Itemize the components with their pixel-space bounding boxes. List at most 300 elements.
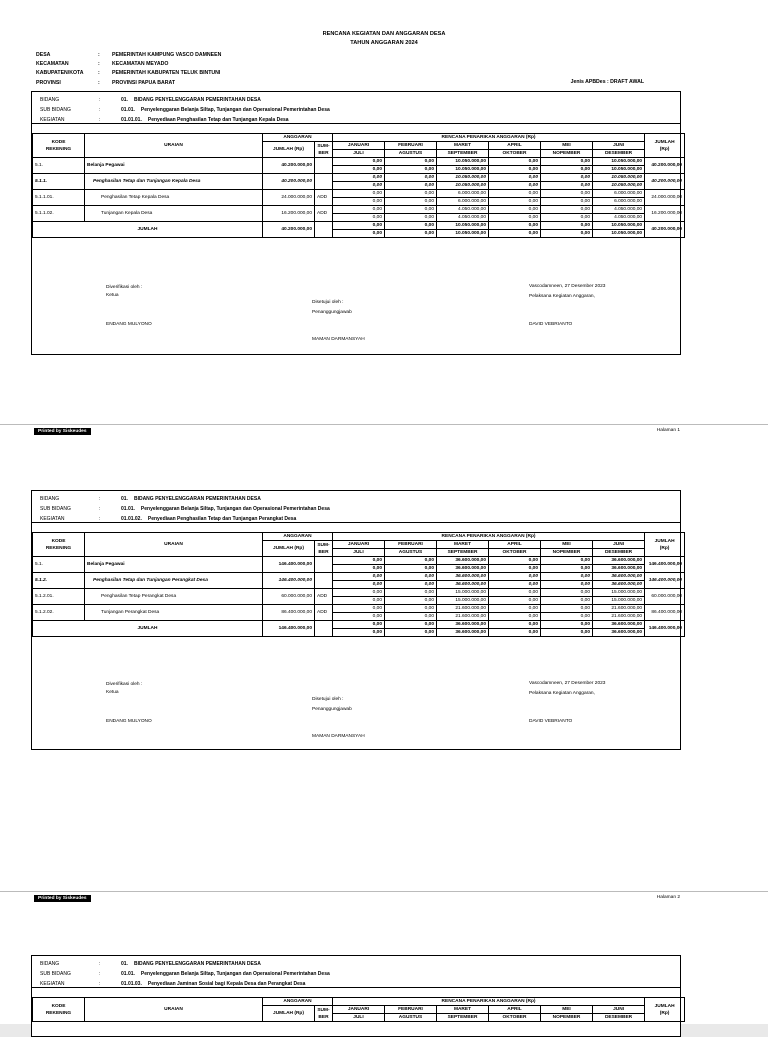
month-header: AGUSTUS <box>385 1014 437 1022</box>
monthly-amount: 0,00 <box>385 198 437 206</box>
sub-bidang-label: SUB BIDANG <box>40 107 71 113</box>
signatory-pelaksana: DAVID VEBRIANTO <box>529 322 573 327</box>
sub-bidang-name: Penyelenggaran Belanja Siltap, Tunjangan dan Operasional Pemerintahan Desa <box>140 107 330 113</box>
sumber-dana <box>315 174 333 190</box>
month-header: APRIL <box>489 1006 541 1014</box>
monthly-amount: 0,00 <box>385 589 437 597</box>
month-header: DESEMBER <box>593 1014 645 1022</box>
jumlah-header <box>645 533 685 557</box>
table-row <box>33 190 685 198</box>
monthly-amount: 0,00 <box>541 629 593 637</box>
monthly-amount: 15.000.000,00 <box>437 589 489 597</box>
signatory-ketua: ENDANG MULYONO <box>106 322 152 327</box>
anggaran-amount: 146.400.000,00 <box>263 557 315 573</box>
rencana-header: RENCANA PENARIKAN ANGGARAN (Rp) <box>333 533 645 541</box>
monthly-amount: 15.000.000,00 <box>437 597 489 605</box>
monthly-amount: 21.600.000,00 <box>593 613 645 621</box>
sub-bidang-value <box>121 107 330 113</box>
jenis-apbdes: Jenis APBDes : DRAFT AWAL <box>570 79 644 85</box>
monthly-amount: 0,00 <box>489 621 541 629</box>
monthly-amount: 0,00 <box>385 158 437 166</box>
budget-table <box>32 997 685 1022</box>
month-header: MARET <box>437 1006 489 1014</box>
monthly-amount: 0,00 <box>541 190 593 198</box>
month-header: SEPTEMBER <box>437 1014 489 1022</box>
uraian-text: Tunjangan Perangkat Desa <box>85 605 263 621</box>
monthly-amount: 0,00 <box>385 621 437 629</box>
monthly-amount: 0,00 <box>489 182 541 190</box>
uraian-text: Penghasilan Tetap Perangkat Desa <box>85 589 263 605</box>
monthly-amount: 0,00 <box>385 581 437 589</box>
monthly-amount: 0,00 <box>333 613 385 621</box>
monthly-amount: 36.600.000,00 <box>593 581 645 589</box>
sumber-dana <box>315 573 333 589</box>
ber-label: BER <box>318 549 329 555</box>
monthly-amount: 10.050.000,00 <box>593 174 645 182</box>
kegiatan-value <box>121 516 296 522</box>
monthly-amount: 36.600.000,00 <box>593 557 645 565</box>
header-colon: : <box>98 52 100 58</box>
monthly-amount: 21.600.000,00 <box>437 613 489 621</box>
monthly-amount: 6.000.000,00 <box>593 198 645 206</box>
header-key: DESA <box>36 52 51 58</box>
monthly-amount: 0,00 <box>489 565 541 573</box>
monthly-amount: 36.600.000,00 <box>437 565 489 573</box>
monthly-amount: 0,00 <box>541 222 593 230</box>
monthly-amount: 0,00 <box>489 206 541 214</box>
activity-info <box>32 491 680 523</box>
kegiatan-name: Penyediaan Penghasilan Tetap dan Tunjangan Kepala Desa <box>147 117 289 123</box>
kode-label: KODE <box>51 538 66 544</box>
sumber-dana: ADD <box>315 206 333 222</box>
uraian-text: Belanja Pegawai <box>85 158 263 174</box>
monthly-amount: 36.600.000,00 <box>437 621 489 629</box>
month-header: JULI <box>333 150 385 158</box>
month-header: MEI <box>541 1006 593 1014</box>
rekening-code: 5.1.2. <box>33 573 85 589</box>
table-row <box>33 589 685 597</box>
rencana-header: RENCANA PENARIKAN ANGGARAN (Rp) <box>333 998 645 1006</box>
place-date: Vascodamneen, 27 Desember 2023 <box>529 681 606 686</box>
header-colon: : <box>98 61 100 67</box>
monthly-amount: 36.600.000,00 <box>437 573 489 581</box>
month-header: AGUSTUS <box>385 150 437 158</box>
monthly-amount: 0,00 <box>541 230 593 238</box>
table-row <box>33 573 685 581</box>
monthly-amount: 0,00 <box>333 214 385 222</box>
monthly-amount: 6.000.000,00 <box>437 190 489 198</box>
jumlah-rp-header: JUMLAH (Rp) <box>263 142 315 158</box>
monthly-amount: 0,00 <box>541 557 593 565</box>
sumber-dana: ADD <box>315 605 333 621</box>
activity-info <box>32 92 680 124</box>
sumber-dana: ADD <box>315 589 333 605</box>
sum-row <box>33 621 685 629</box>
kegiatan-label: KEGIATAN <box>40 117 65 123</box>
kode-header <box>33 134 85 158</box>
anggaran-header: ANGGARAN <box>263 998 333 1006</box>
jumlah-label: JUMLAH <box>654 139 675 145</box>
rekening-code: 5.1.1. <box>33 174 85 190</box>
bidang-value <box>121 496 261 502</box>
sum-label: SUM- <box>317 143 330 149</box>
month-header: MEI <box>541 142 593 150</box>
monthly-amount: 36.600.000,00 <box>593 621 645 629</box>
monthly-amount: 0,00 <box>385 230 437 238</box>
ketua-label: Ketua <box>106 690 119 695</box>
monthly-amount: 0,00 <box>489 214 541 222</box>
month-header: JUNI <box>593 541 645 549</box>
rkad-section <box>31 490 681 750</box>
monthly-amount: 0,00 <box>541 621 593 629</box>
rekening-code: 5.1.1.01. <box>33 190 85 206</box>
anggaran-amount: 40.200.000,00 <box>263 158 315 174</box>
row-total: 146.400.000,00 <box>645 621 685 637</box>
uraian-text: Belanja Pegawai <box>85 557 263 573</box>
monthly-amount: 10.050.000,00 <box>593 158 645 166</box>
page-number: Halaman 2 <box>656 895 680 900</box>
ber-label: BER <box>318 1014 329 1020</box>
anggaran-amount: 60.000.000,00 <box>263 589 315 605</box>
monthly-amount: 0,00 <box>489 198 541 206</box>
rencana-header: RENCANA PENARIKAN ANGGARAN (Rp) <box>333 134 645 142</box>
jumlah-label: JUMLAH <box>654 538 675 544</box>
monthly-amount: 0,00 <box>541 166 593 174</box>
rkad-section <box>31 91 681 355</box>
sum-row <box>33 222 685 230</box>
monthly-amount: 10.050.000,00 <box>437 158 489 166</box>
month-header: FEBRUARI <box>385 1006 437 1014</box>
monthly-amount: 0,00 <box>489 222 541 230</box>
kegiatan-code: 01.01.01. <box>121 117 142 123</box>
monthly-amount: 0,00 <box>541 174 593 182</box>
monthly-amount: 0,00 <box>489 573 541 581</box>
row-total: 146.400.000,00 <box>645 557 685 573</box>
monthly-amount: 10.050.000,00 <box>437 182 489 190</box>
row-total: 40.200.000,00 <box>645 222 685 238</box>
kegiatan-value <box>121 981 305 987</box>
row-total: 40.200.000,00 <box>645 158 685 174</box>
bidang-label: BIDANG <box>40 961 60 967</box>
monthly-amount: 0,00 <box>333 581 385 589</box>
month-header: JANUARI <box>333 142 385 150</box>
activity-info <box>32 956 680 988</box>
place-date: Vascodamneen, 27 Desember 2023 <box>529 284 606 289</box>
month-header: JANUARI <box>333 1006 385 1014</box>
monthly-amount: 6.000.000,00 <box>437 198 489 206</box>
uraian-header: URAIAN <box>85 998 263 1022</box>
monthly-amount: 0,00 <box>541 581 593 589</box>
kegiatan-value <box>121 117 289 123</box>
monthly-amount: 10.050.000,00 <box>437 166 489 174</box>
table-row <box>33 605 685 613</box>
sub-bidang-label: SUB BIDANG <box>40 971 71 977</box>
anggaran-amount: 146.400.000,00 <box>263 573 315 589</box>
monthly-amount: 36.600.000,00 <box>593 565 645 573</box>
monthly-amount: 0,00 <box>489 597 541 605</box>
month-header: MARET <box>437 541 489 549</box>
rekening-code: 5.1. <box>33 557 85 573</box>
anggaran-amount: 40.200.000,00 <box>263 222 315 238</box>
monthly-amount: 0,00 <box>385 629 437 637</box>
kegiatan-label: KEGIATAN <box>40 516 65 522</box>
verified-by-label: Diverifikasi oleh : <box>106 682 143 687</box>
monthly-amount: 21.600.000,00 <box>593 605 645 613</box>
row-total: 60.000.000,00 <box>645 589 685 605</box>
sub-bidang-code: 01.01. <box>121 107 135 113</box>
rp-label: (Rp) <box>659 146 670 152</box>
uraian-text: Penghasilan Tetap dan Tunjangan Kepala Desa <box>85 174 263 190</box>
month-header: JANUARI <box>333 541 385 549</box>
uraian-header: URAIAN <box>85 533 263 557</box>
monthly-amount: 0,00 <box>385 222 437 230</box>
monthly-amount: 0,00 <box>333 158 385 166</box>
monthly-amount: 15.000.000,00 <box>593 589 645 597</box>
ber-label: BER <box>318 150 329 156</box>
sumber-dana <box>315 222 333 238</box>
kegiatan-name: Penyediaan Penghasilan Tetap dan Tunjangan Perangkat Desa <box>147 516 297 522</box>
month-header: AGUSTUS <box>385 549 437 557</box>
uraian-text: Tunjangan Kepala Desa <box>85 206 263 222</box>
monthly-amount: 0,00 <box>333 597 385 605</box>
monthly-amount: 0,00 <box>489 190 541 198</box>
kegiatan-code: 01.01.02. <box>121 516 142 522</box>
signatory-penanggungjawab: MAMAN DARMANSYAH <box>312 337 365 342</box>
ketua-label: Ketua <box>106 293 119 298</box>
monthly-amount: 0,00 <box>385 166 437 174</box>
monthly-amount: 10.050.000,00 <box>593 222 645 230</box>
uraian-text: Penghasilan Tetap Kepala Desa <box>85 190 263 206</box>
monthly-amount: 0,00 <box>333 190 385 198</box>
colon: : <box>99 107 101 113</box>
month-header: OKTOBER <box>489 1014 541 1022</box>
row-total: 146.400.000,00 <box>645 573 685 589</box>
month-header: FEBRUARI <box>385 541 437 549</box>
anggaran-amount: 16.200.000,00 <box>263 206 315 222</box>
monthly-amount: 36.600.000,00 <box>437 629 489 637</box>
uraian-text: Penghasilan Tetap dan Tunjangan Perangkat Desa <box>85 573 263 589</box>
colon: : <box>99 971 101 977</box>
sumber-dana <box>315 557 333 573</box>
monthly-amount: 10.050.000,00 <box>593 166 645 174</box>
sum-label: JUMLAH <box>33 222 263 238</box>
monthly-amount: 15.000.000,00 <box>593 597 645 605</box>
monthly-amount: 0,00 <box>541 605 593 613</box>
monthly-amount: 0,00 <box>333 589 385 597</box>
monthly-amount: 0,00 <box>333 206 385 214</box>
monthly-amount: 0,00 <box>489 629 541 637</box>
kode-label: KODE <box>51 139 66 145</box>
month-header: JUNI <box>593 1006 645 1014</box>
rekening-code: 5.1.2.01. <box>33 589 85 605</box>
pelaksana-label: Pelaksana Kegiatan Anggaran, <box>529 294 595 299</box>
monthly-amount: 0,00 <box>489 581 541 589</box>
rekening-code: 5.1.1.02. <box>33 206 85 222</box>
month-header: SEPTEMBER <box>437 549 489 557</box>
table-row <box>33 158 685 166</box>
monthly-amount: 0,00 <box>489 557 541 565</box>
monthly-amount: 0,00 <box>489 589 541 597</box>
bidang-code: 01. <box>121 97 128 103</box>
bidang-label: BIDANG <box>40 97 60 103</box>
sumber-header <box>315 541 333 557</box>
anggaran-header: ANGGARAN <box>263 533 333 541</box>
anggaran-header: ANGGARAN <box>263 134 333 142</box>
monthly-amount: 10.050.000,00 <box>437 230 489 238</box>
signatory-penanggungjawab: MAMAN DARMANSYAH <box>312 734 365 739</box>
monthly-amount: 0,00 <box>489 605 541 613</box>
rp-label: (Rp) <box>659 1010 670 1016</box>
kode-header <box>33 998 85 1022</box>
sumber-dana <box>315 621 333 637</box>
page-number: Halaman 1 <box>656 428 680 433</box>
signatory-pelaksana: DAVID VEBRIANTO <box>529 719 573 724</box>
monthly-amount: 0,00 <box>489 613 541 621</box>
monthly-amount: 36.600.000,00 <box>593 573 645 581</box>
monthly-amount: 0,00 <box>333 198 385 206</box>
monthly-amount: 0,00 <box>385 565 437 573</box>
monthly-amount: 0,00 <box>333 565 385 573</box>
sum-label: SUM- <box>317 542 330 548</box>
sub-bidang-name: Penyelenggaran Belanja Siltap, Tunjangan dan Operasional Pemerintahan Desa <box>140 506 330 512</box>
monthly-amount: 0,00 <box>385 206 437 214</box>
monthly-amount: 4.050.000,00 <box>593 206 645 214</box>
sumber-dana: ADD <box>315 190 333 206</box>
monthly-amount: 36.600.000,00 <box>593 629 645 637</box>
monthly-amount: 0,00 <box>541 589 593 597</box>
printed-by-badge: Printed by Siskeudes <box>34 895 91 902</box>
monthly-amount: 0,00 <box>541 158 593 166</box>
anggaran-amount: 86.400.000,00 <box>263 605 315 621</box>
rkad-section <box>31 955 681 1037</box>
monthly-amount: 0,00 <box>333 605 385 613</box>
approved-by-label: Disetujui oleh : <box>312 300 344 305</box>
header-key: PROVINSI <box>36 80 61 86</box>
month-header: APRIL <box>489 541 541 549</box>
signatory-ketua: ENDANG MULYONO <box>106 719 152 724</box>
monthly-amount: 0,00 <box>541 597 593 605</box>
monthly-amount: 0,00 <box>489 174 541 182</box>
month-header: JUNI <box>593 142 645 150</box>
sub-bidang-value <box>121 971 330 977</box>
header-value: PEMERINTAH KABUPATEN TELUK BINTUNI <box>112 70 221 76</box>
monthly-amount: 0,00 <box>385 573 437 581</box>
bidang-code: 01. <box>121 961 128 967</box>
anggaran-amount: 24.000.000,00 <box>263 190 315 206</box>
jumlah-rp-header: JUMLAH (Rp) <box>263 1006 315 1022</box>
jumlah-header <box>645 134 685 158</box>
monthly-amount: 0,00 <box>489 158 541 166</box>
colon: : <box>99 516 101 522</box>
monthly-amount: 0,00 <box>489 230 541 238</box>
monthly-amount: 36.600.000,00 <box>437 581 489 589</box>
sub-bidang-code: 01.01. <box>121 506 135 512</box>
month-header: NOPEMBER <box>541 150 593 158</box>
doc-title: RENCANA KEGIATAN DAN ANGGARAN DESA <box>322 31 446 37</box>
bidang-value <box>121 97 261 103</box>
month-header: SEPTEMBER <box>437 150 489 158</box>
doc-subtitle: TAHUN ANGGARAN 2024 <box>350 40 418 46</box>
monthly-amount: 36.600.000,00 <box>437 557 489 565</box>
sub-bidang-code: 01.01. <box>121 971 135 977</box>
colon: : <box>99 496 101 502</box>
budget-table <box>32 532 685 637</box>
monthly-amount: 4.050.000,00 <box>593 214 645 222</box>
header-value: PEMERINTAH KAMPUNG VASCO DAMNEEN <box>112 52 222 58</box>
anggaran-amount: 146.400.000,00 <box>263 621 315 637</box>
kode-header <box>33 533 85 557</box>
monthly-amount: 0,00 <box>333 222 385 230</box>
pelaksana-label: Pelaksana Kegiatan Anggaran, <box>529 691 595 696</box>
jumlah-rp-header: JUMLAH (Rp) <box>263 541 315 557</box>
monthly-amount: 6.000.000,00 <box>593 190 645 198</box>
page-break-line <box>0 891 768 892</box>
monthly-amount: 0,00 <box>541 198 593 206</box>
month-header: FEBRUARI <box>385 142 437 150</box>
kegiatan-label: KEGIATAN <box>40 981 65 987</box>
jumlah-label: JUMLAH <box>654 1003 675 1009</box>
bidang-value <box>121 961 261 967</box>
monthly-amount: 0,00 <box>541 573 593 581</box>
monthly-amount: 0,00 <box>385 597 437 605</box>
rekening-code: 5.1. <box>33 158 85 174</box>
row-total: 86.400.000,00 <box>645 605 685 621</box>
monthly-amount: 0,00 <box>385 605 437 613</box>
rekening-label: REKENING <box>45 146 72 152</box>
monthly-amount: 10.050.000,00 <box>593 182 645 190</box>
month-header: OKTOBER <box>489 549 541 557</box>
monthly-amount: 0,00 <box>333 629 385 637</box>
bidang-name: BIDANG PENYELENGGARAN PEMERINTAHAN DESA <box>133 97 261 103</box>
rekening-label: REKENING <box>45 545 72 551</box>
table-row <box>33 206 685 214</box>
page-break-line <box>0 424 768 425</box>
sub-bidang-value <box>121 506 330 512</box>
month-header: OKTOBER <box>489 150 541 158</box>
month-header: JULI <box>333 1014 385 1022</box>
monthly-amount: 0,00 <box>333 557 385 565</box>
monthly-amount: 0,00 <box>333 174 385 182</box>
monthly-amount: 0,00 <box>541 206 593 214</box>
monthly-amount: 21.600.000,00 <box>437 605 489 613</box>
penanggungjawab-label: Penanggungjawab <box>312 310 352 315</box>
sum-label: SUM- <box>317 1007 330 1013</box>
sumber-header <box>315 1006 333 1022</box>
bidang-name: BIDANG PENYELENGGARAN PEMERINTAHAN DESA <box>133 496 261 502</box>
kode-label: KODE <box>51 1003 66 1009</box>
month-header: NOPEMBER <box>541 549 593 557</box>
uraian-header: URAIAN <box>85 134 263 158</box>
month-header: DESEMBER <box>593 549 645 557</box>
header-value: PROVINSI PAPUA BARAT <box>112 80 176 86</box>
monthly-amount: 0,00 <box>333 621 385 629</box>
row-total: 16.200.000,00 <box>645 206 685 222</box>
monthly-amount: 10.050.000,00 <box>593 230 645 238</box>
sumber-header <box>315 142 333 158</box>
bidang-code: 01. <box>121 496 128 502</box>
monthly-amount: 0,00 <box>333 230 385 238</box>
month-header: JULI <box>333 549 385 557</box>
sumber-dana <box>315 158 333 174</box>
colon: : <box>99 981 101 987</box>
monthly-amount: 10.050.000,00 <box>437 222 489 230</box>
monthly-amount: 0,00 <box>489 166 541 174</box>
monthly-amount: 0,00 <box>333 182 385 190</box>
sub-bidang-name: Penyelenggaran Belanja Siltap, Tunjangan dan Operasional Pemerintahan Desa <box>140 971 330 977</box>
rekening-code: 5.1.2.02. <box>33 605 85 621</box>
monthly-amount: 0,00 <box>333 166 385 174</box>
header-colon: : <box>98 70 100 76</box>
